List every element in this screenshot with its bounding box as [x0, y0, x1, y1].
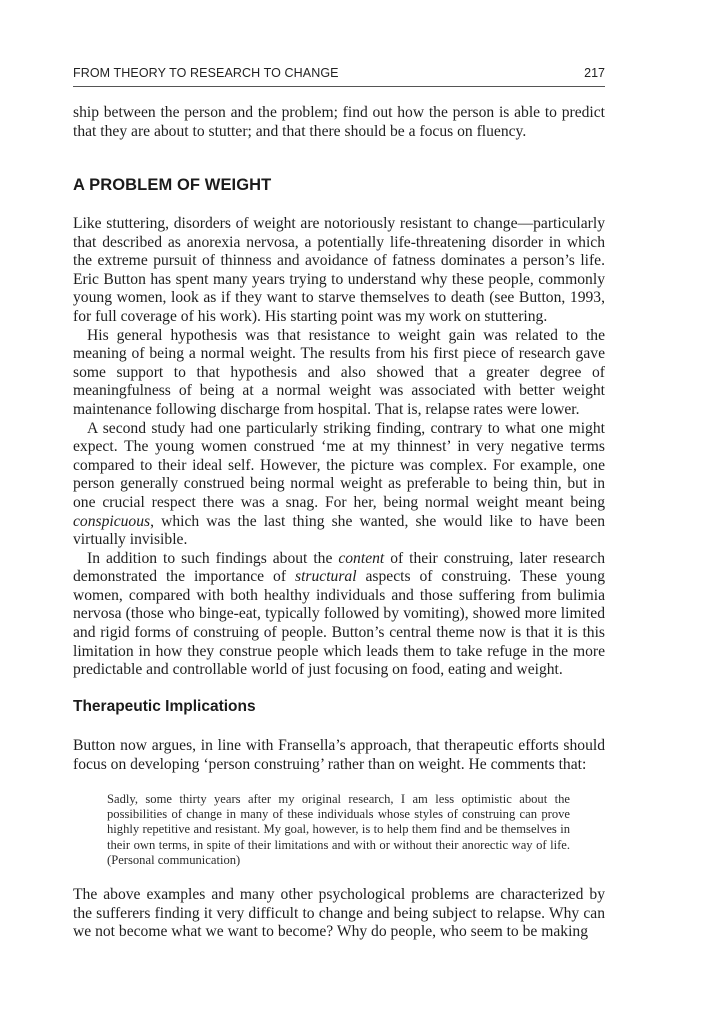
text-run: of their construing, later research demonstrated the importance of	[73, 549, 605, 586]
emphasis: content	[338, 549, 385, 567]
page-number: 217	[584, 66, 605, 80]
subsection-body	[73, 737, 605, 774]
running-header	[73, 66, 605, 87]
text-run: A second study had one particularly striking finding, contrary to what one might expect. The young women construed ‘me at my thinnest’ in very negative terms compared to their ideal self. However, the picture was complex. For example, one person generally construed being normal weight as preferable to being thin, but in one crucial respect there was a snag. For her, being normal weight meant being	[73, 419, 605, 511]
subsection-heading: Therapeutic Implications	[73, 698, 256, 715]
text-run: aspects of construing. These young women, compared with both healthy individuals and those suffering from bulimia nervosa (those who binge-eat, typically followed by vomiting), showed more limited and rigid forms of construing of people. Button’s central theme now is that it is this limitation in how they construe people which leads them to take refuge in the more predictable and controllable world of just focusing on food, eating and weight.	[73, 568, 605, 679]
closing-body	[73, 886, 605, 942]
paragraph: The above examples and many other psychological problems are characterized by the sufferers finding it very difficult to change and being subject to relapse. Why can we not become what we want to become? Why do people, who seem to be making	[73, 886, 605, 941]
paragraph	[73, 550, 605, 680]
paragraph: ship between the person and the problem; find out how the person is able to predict that they are about to stutter; and that there should be a focus on fluency.	[73, 104, 605, 140]
quote-text: Sadly, some thirty years after my original research, I am less optimistic about the possibilities of change in many of these individuals whose styles of construing can prove highly repetitive and resistant. My goal, however, is to help them find and be themselves in their own terms, in spite of their limitations and with or without their anorectic way of life. (Personal communication)	[107, 792, 570, 867]
paragraph: Button now argues, in line with Fransella’s approach, that therapeutic efforts should focus on developing ‘person construing’ rather than on weight. He comments that:	[73, 737, 605, 773]
section-body	[73, 215, 605, 680]
paragraph	[73, 420, 605, 550]
block-quote	[107, 792, 570, 868]
emphasis: conspicuous	[73, 512, 151, 530]
running-title: FROM THEORY TO RESEARCH TO CHANGE	[73, 66, 339, 80]
section-heading: A PROBLEM OF WEIGHT	[73, 176, 272, 194]
continued-paragraph	[73, 104, 605, 141]
emphasis: structural	[295, 568, 357, 586]
paragraph: His general hypothesis was that resistance to weight gain was related to the meaning of being a normal weight. The results from his first piece of research gave some support to that hypothesis and also showed that a greater degree of meaningfulness of being at a normal weight was associated with better weight maintenance following discharge from hospital. That is, relapse rates were lower.	[73, 326, 605, 418]
text-run: , which was the last thing she wanted, she would like to have been virtually invisible.	[73, 512, 605, 549]
paragraph: Like stuttering, disorders of weight are notoriously resistant to change—particularly that described as anorexia nervosa, a potentially life-threatening disorder in which the extreme pursuit of thinness and avoidance of fatness dominates a person’s life. Eric Button has spent many years trying to understand why these people, commonly young women, look as if they want to starve themselves to death (see Button, 1993, for full coverage of his work). His starting point was my work on stuttering.	[73, 215, 605, 325]
text-run: In addition to such findings about the	[87, 549, 339, 567]
